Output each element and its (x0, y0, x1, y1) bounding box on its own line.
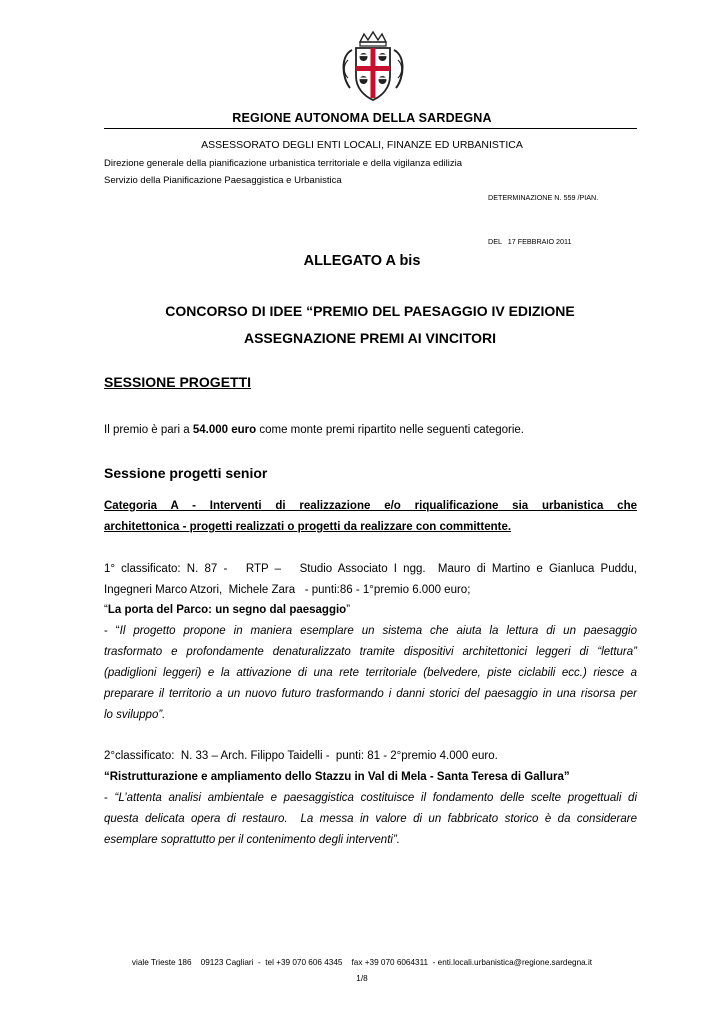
second-desc-line-2: questa delicata opera di restauro. La messa in valore di un fabbricato storico è da considerare (104, 813, 637, 825)
second-desc-line-3: esemplare soprattutto per il contenimento degli interventi”. (104, 834, 400, 846)
second-place-title: “Ristrutturazione e ampliamento dello Stazzu in Val di Mela - Santa Teresa di Gallura” (104, 771, 570, 783)
categoria-line-2: architettonica - progetti realizzati o progetti da realizzare con committente. (104, 521, 512, 533)
first-desc-line-1 (104, 621, 637, 642)
first-place-line-2: Ingegneri Marco Atzori, Michele Zara - punti:86 - 1°premio 6.000 euro; (104, 584, 471, 596)
sessione-senior-heading: Sessione progetti senior (104, 465, 268, 481)
first-place-title (104, 600, 637, 621)
region-emblem-icon (338, 30, 408, 106)
determinazione-date: DEL 17 FEBBRAIO 2011 (488, 237, 572, 246)
assessorato-name: ASSESSORATO DEGLI ENTI LOCALI, FINANZE ED URBANISTICA (201, 139, 523, 151)
region-name: REGIONE AUTONOMA DELLA SARDEGNA (232, 111, 492, 125)
first-desc-line-5: lo sviluppo”. (104, 709, 166, 721)
concorso-title: CONCORSO DI IDEE “PREMIO DEL PAESAGGIO IV EDIZIONE (165, 303, 575, 319)
page-number: 1/8 (356, 974, 368, 983)
first-desc-line-2: trasformato e profondamente denaturalizzato tramite dispositivi architettonici leggeri di “lettura” (104, 646, 637, 658)
second-desc-text-1: “L’attenta analisi ambientale e paesaggistica costituisce il fondamento delle scelte progettuali di (114, 792, 637, 804)
footer-address: viale Trieste 186 09123 Cagliari - tel +39 070 606 4345 fax +39 070 6064311 - enti.locali.urbanistica@regione.sardegna.it (131, 958, 593, 967)
assegnazione-title: ASSEGNAZIONE PREMI AI VINCITORI (243, 330, 497, 346)
second-desc-lead: - (104, 792, 115, 804)
second-place-line-1: 2°classificato: N. 33 – Arch. Filippo Taidelli - punti: 81 - 2°premio 4.000 euro. (104, 750, 498, 762)
second-desc-line-1 (104, 788, 637, 809)
first-desc-line-3: (padiglioni leggeri) e la attivazione di una rete territoriale (belvedere, piste ciclabili ecc.) riesce a (104, 667, 637, 679)
first-desc-line-4: preparare il territorio a un nuovo futuro trasformando i danni storici del paesaggio in una risorsa per (104, 688, 637, 700)
categoria-line-1: Categoria A - Interventi di realizzazione e/o riqualificazione sia urbanistica che (104, 500, 637, 512)
determinazione-number: DETERMINAZIONE N. 559 /PIAN. (488, 193, 599, 202)
premio-text-post: come monte premi ripartito nelle seguenti categorie. (256, 424, 524, 436)
first-title-close-quote: ” (346, 604, 351, 616)
servizio-name: Servizio della Pianificazione Paesaggistica e Urbanistica (104, 175, 342, 186)
allegato-title: ALLEGATO A bis (303, 253, 421, 269)
first-desc-text-1: Il progetto propone in maniera esemplare un sistema che aiuta la lettura di un paesaggio (119, 625, 637, 637)
first-title-text: La porta del Parco: un segno dal paesaggio (107, 604, 347, 616)
sessione-progetti-heading: SESSIONE PROGETTI (104, 374, 252, 390)
premio-paragraph (104, 424, 524, 436)
direzione-generale: Direzione generale della pianificazione urbanistica territoriale e della vigilanza edilizia (104, 158, 463, 169)
first-desc-lead: - “ (104, 625, 120, 637)
premio-amount: 54.000 euro (192, 424, 257, 436)
header-divider (104, 128, 637, 129)
premio-text-pre: Il premio è pari a (104, 424, 193, 436)
first-place-line-1: 1° classificato: N. 87 - RTP – Studio Associato I ngg. Mauro di Martino e Gianluca Puddu, (104, 563, 637, 575)
first-title-open-quote: “ (104, 604, 108, 616)
